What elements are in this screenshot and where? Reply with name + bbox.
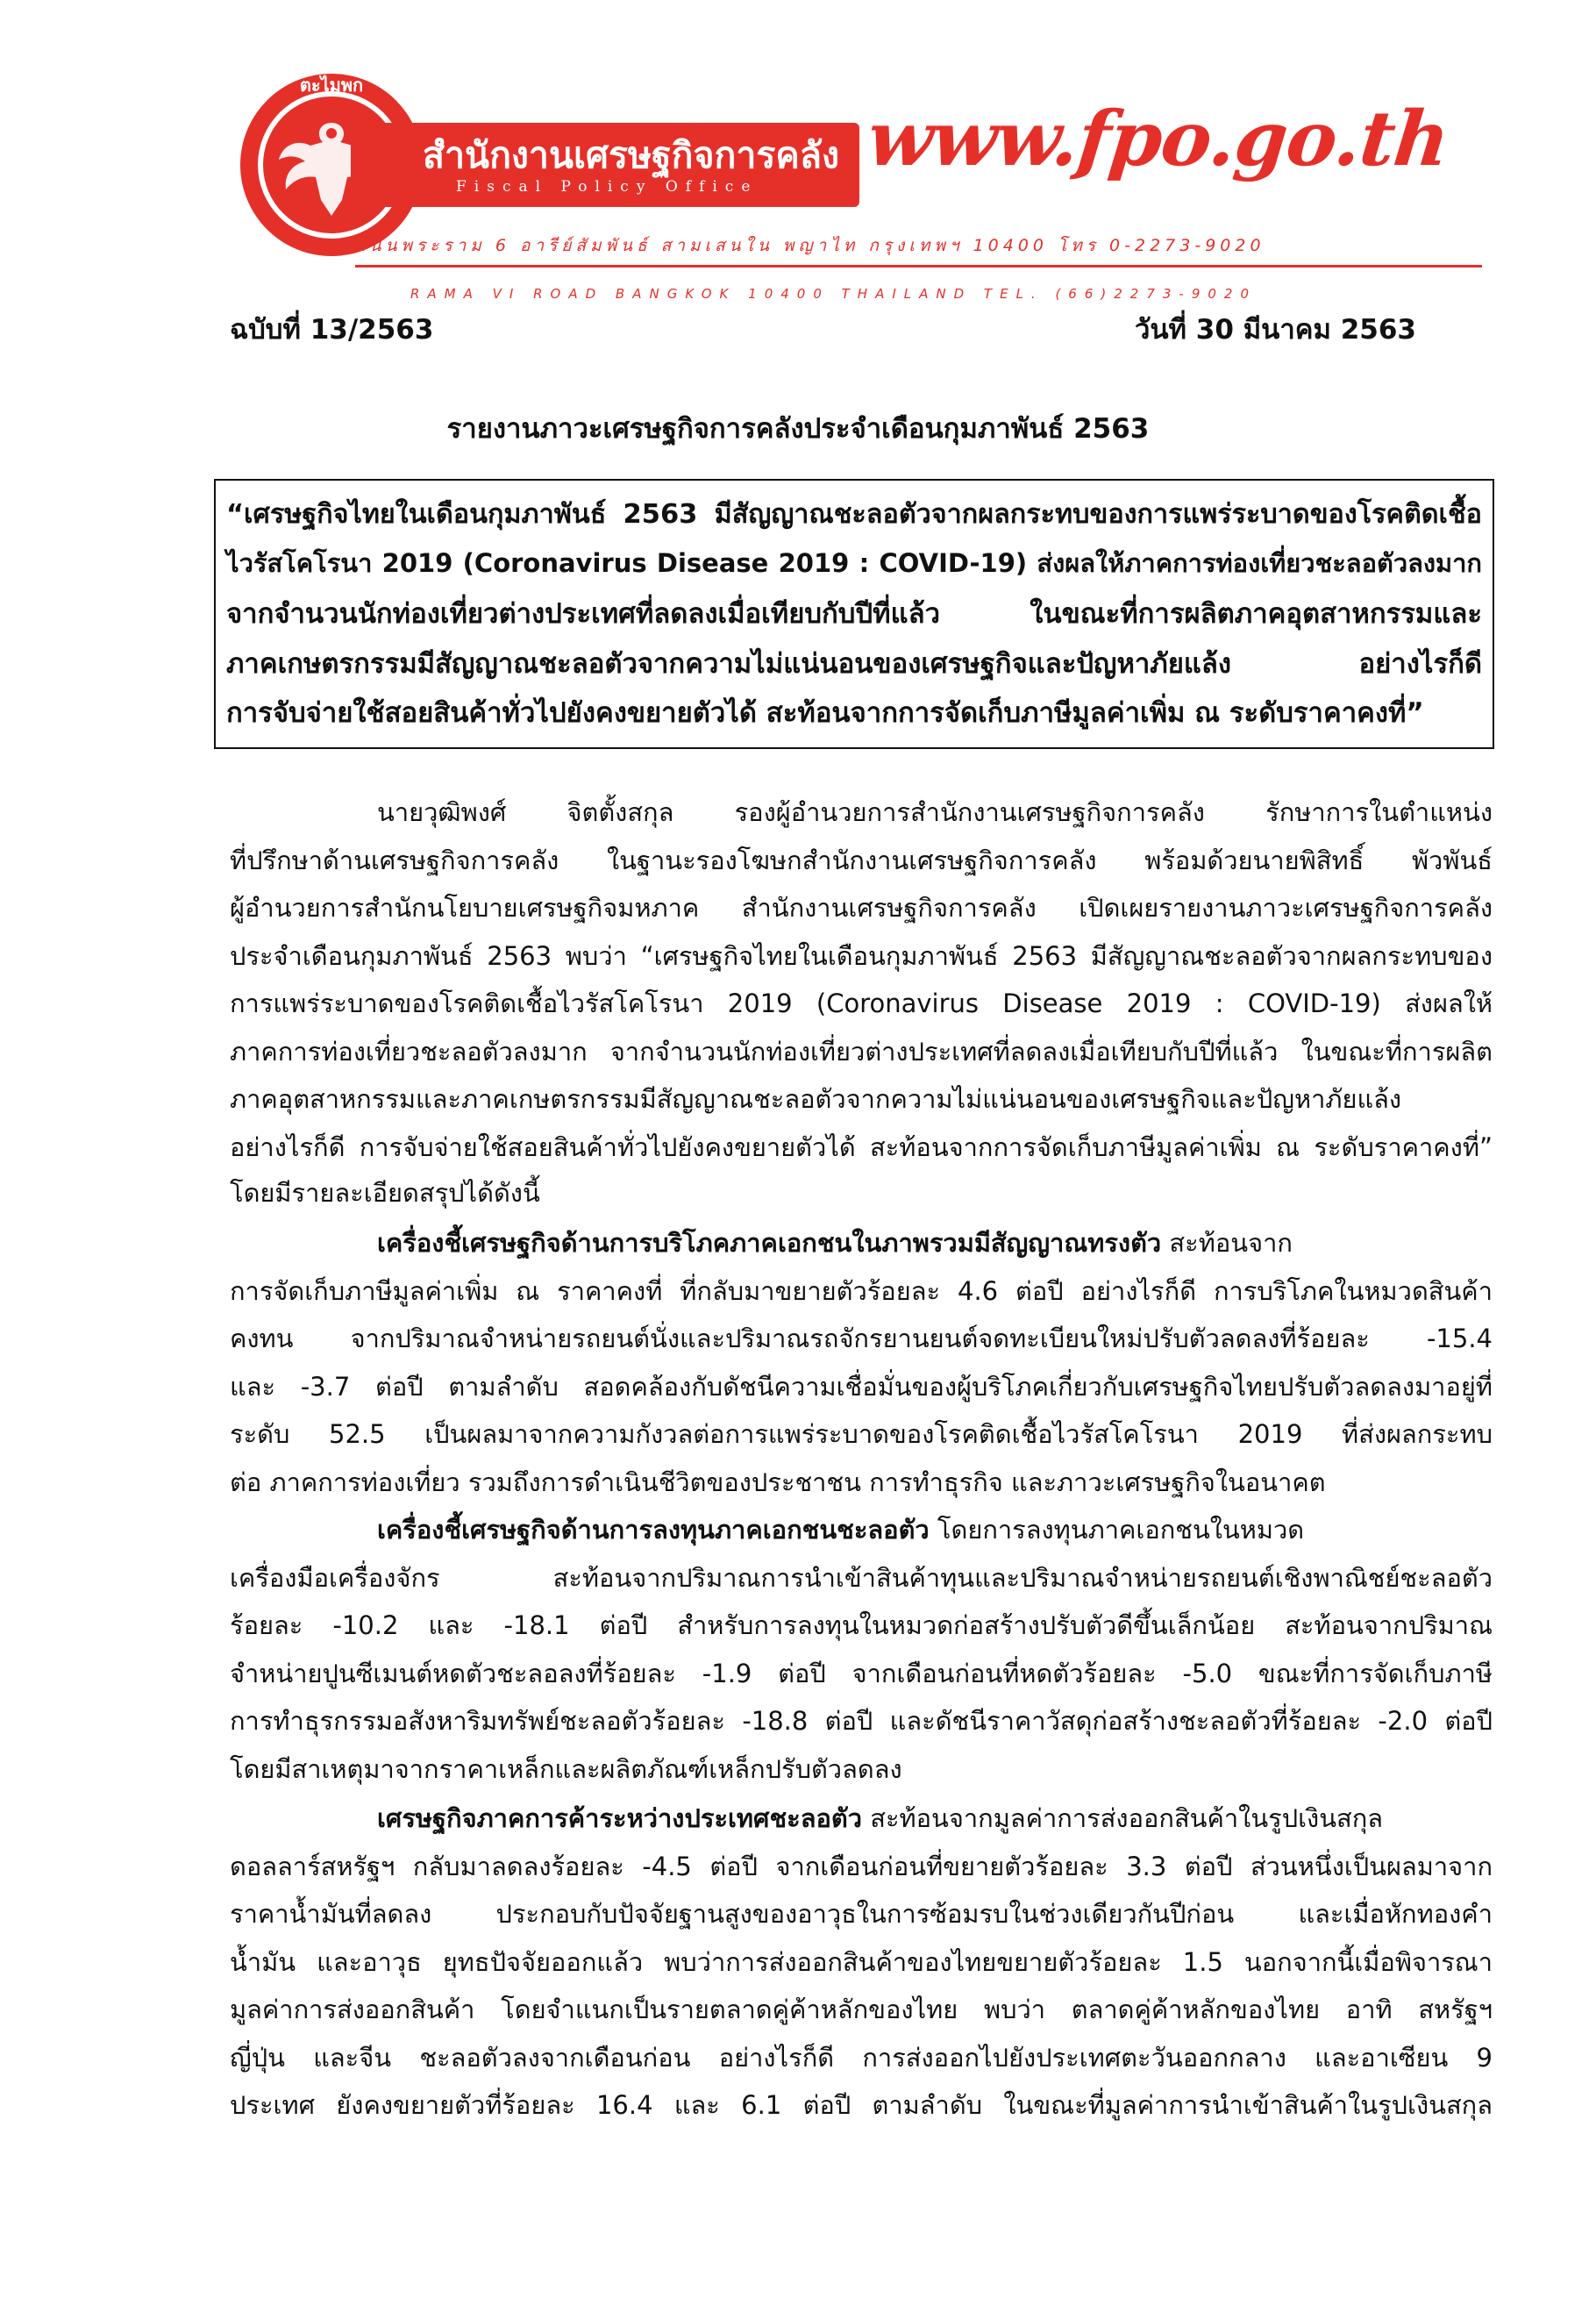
body-line: ประเทศ ยังคงขยายตัวที่ร้อยละ 16.4 และ 6.1 ต่อปี ตามลำดับ ในขณะที่มูลค่าการนำเข้าสินค้าในรูปเงินสกุล <box>230 2090 1493 2120</box>
body-line: ร้อยละ -10.2 และ -18.1 ต่อปี สำหรับการลงทุนในหมวดก่อสร้างปรับตัวดีขึ้นเล็กน้อย สะท้อนจากปริมาณ <box>230 1610 1493 1640</box>
trade-heading: เศรษฐกิจภาคการค้าระหว่างประเทศชะลอตัว <box>377 1803 863 1833</box>
report-title: รายงานภาวะเศรษฐกิจการคลังประจำเดือนกุมภาพันธ์ 2563 <box>446 413 1150 445</box>
body-line: ต่อ ภาคการท่องเที่ยว รวมถึงการดำเนินชีวิตของประชาชน การทำธุรกิจ และภาวะเศรษฐกิจในอนาคต <box>230 1467 1326 1497</box>
website-url: www.fpo.go.th <box>863 95 1453 183</box>
body-line: การทำธุรกรรมอสังหาริมทรัพย์ชะลอตัวร้อยละ -18.8 ต่อปี และดัชนีราคาวัสดุก่อสร้างชะลอตัวที่ร้อยละ -2.0 ต่อปี <box>230 1706 1493 1736</box>
body-line: คงทน จากปริมาณจำหน่ายรถยนต์นั่งและปริมาณรถจักรยานยนต์จดทะเบียนใหม่ปรับตัวลดลงที่ร้อยละ -15.4 <box>230 1324 1493 1353</box>
body-line: ระดับ 52.5 เป็นผลมาจากความกังวลต่อการแพร่ระบาดของโรคติดเชื้อไวรัสโคโรนา 2019 ที่ส่งผลกระทบ <box>230 1419 1493 1449</box>
body-line: อย่างไรก็ดี การจับจ่ายใช้สอยสินค้าทั่วไปยังคงขยายตัวได้ สะท้อนจากการจัดเก็บภาษีมูลค่าเพิ่ม ณ ระดับราคาคงที่” <box>230 1132 1493 1162</box>
body-line: ภาคการท่องเที่ยวชะลอตัวลงมาก จากจำนวนนักท่องเที่ยวต่างประเทศที่ลดลงเมื่อเทียบกับปีที่แล้ว ในขณะที่การผลิต <box>230 1037 1493 1067</box>
body-line: น้ำมัน และอาวุธ ยุทธปัจจัยออกแล้ว พบว่าการส่งออกสินค้าของไทยขยายตัวร้อยละ 1.5 นอกจากนี้เมื่อพิจารณา <box>230 1947 1493 1977</box>
address-th: ถนนพระราม 6 อารีย์สัมพันธ์ สามเสนใน พญาไท กรุงเทพฯ 10400 โทร 0-2273-9020 <box>355 236 1265 255</box>
summary-line: ไวรัสโคโรนา 2019 (Coronavirus Disease 2019 : COVID-19) ส่งผลให้ภาคการท่องเที่ยวชะลอตัวลงมาก <box>226 548 1482 578</box>
consumption-heading: เครื่องชี้เศรษฐกิจด้านการบริโภคภาคเอกชนในภาพรวมมีสัญญาณทรงตัว <box>377 1228 1162 1258</box>
consumption-first-line <box>377 1228 1493 1258</box>
issue-date: วันที่ 30 มีนาคม 2563 <box>1134 314 1416 346</box>
summary-line: จากจำนวนนักท่องเที่ยวต่างประเทศที่ลดลงเมื่อเทียบกับปีที่แล้ว ในขณะที่การผลิตภาคอุตสาหกรรมและ <box>226 598 1482 630</box>
body-line: ราคาน้ำมันที่ลดลง ประกอบกับปัจจัยฐานสูงของอาวุธในการซ้อมรบในช่วงเดียวกันปีก่อน และเมื่อหักทองคำ <box>230 1899 1493 1929</box>
body-line: การจัดเก็บภาษีมูลค่าเพิ่ม ณ ราคาคงที่ ที่กลับมาขยายตัวร้อยละ 4.6 ต่อปี อย่างไรก็ดี การบริโภคในหมวดสินค้า <box>230 1276 1493 1306</box>
body-line: นายวุฒิพงศ์ จิตตั้งสกุล รองผู้อำนวยการสำนักงานเศรษฐกิจการคลัง รักษาการในตำแหน่ง <box>377 797 1493 827</box>
body-line: ประจำเดือนกุมภาพันธ์ 2563 พบว่า “เศรษฐกิจไทยในเดือนกุมภาพันธ์ 2563 มีสัญญาณชะลอตัวจากผลกระทบของ <box>230 941 1493 971</box>
body-line: โดยมีรายละเอียดสรุปได้ดังนี้ <box>230 1178 540 1208</box>
letterhead-divider <box>355 265 1482 268</box>
issue-number: ฉบับที่ 13/2563 <box>230 314 434 346</box>
logo-ring-text: ตะไมพก <box>299 75 364 96</box>
trade-first-line <box>377 1803 1493 1833</box>
body-line: จำหน่ายปูนซีเมนต์หดตัวชะลอลงที่ร้อยละ -1.9 ต่อปี จากเดือนก่อนที่หดตัวร้อยละ -5.0 ขณะที่การจัดเก็บภาษี <box>230 1659 1493 1688</box>
investment-heading: เครื่องชี้เศรษฐกิจด้านการลงทุนภาคเอกชนชะลอตัว <box>377 1515 930 1545</box>
body-line: มูลค่าการส่งออกสินค้า โดยจำแนกเป็นรายตลาดคู่ค้าหลักของไทย พบว่า ตลาดคู่ค้าหลักของไทย อาทิ สหรัฐฯ <box>230 1995 1493 2024</box>
org-name-en: Fiscal Policy Office <box>456 178 759 196</box>
body-line: ญี่ปุ่น และจีน ชะลอตัวลงจากเดือนก่อน อย่างไรก็ดี การส่งออกไปยังประเทศตะวันออกกลาง และอาเซียน 9 <box>230 2043 1493 2073</box>
body-line: ที่ปรึกษาด้านเศรษฐกิจการคลัง ในฐานะรองโฆษกสำนักงานเศรษฐกิจการคลัง พร้อมด้วยนายพิสิทธิ์ พัวพันธ์ <box>230 846 1493 875</box>
body-line: และ -3.7 ต่อปี ตามลำดับ สอดคล้องกับดัชนีความเชื่อมั่นของผู้บริโภคเกี่ยวกับเศรษฐกิจไทยปรับตัวลดลงมาอยู่ที่ <box>230 1372 1493 1402</box>
body-line: ผู้อำนวยการสำนักนโยบายเศรษฐกิจมหภาค สำนักงานเศรษฐกิจการคลัง เปิดเผยรายงานภาวะเศรษฐกิจการคลัง <box>230 893 1493 923</box>
summary-line: การจับจ่ายใช้สอยสินค้าทั่วไปยังคงขยายตัวได้ สะท้อนจากการจัดเก็บภาษีมูลค่าเพิ่ม ณ ระดับราคาคงที่” <box>226 697 1424 729</box>
investment-first-line <box>377 1517 1493 1543</box>
body-line: ดอลลาร์สหรัฐฯ กลับมาลดลงร้อยละ -4.5 ต่อปี จากเดือนก่อนที่ขยายตัวร้อยละ 3.3 ต่อปี ส่วนหนึ่งเป็นผลมาจาก <box>230 1852 1493 1881</box>
summary-line: ภาคเกษตรกรรมมีสัญญาณชะลอตัวจากความไม่แน่นอนของเศรษฐกิจและปัญหาภัยแล้ง อย่างไรก็ดี <box>226 648 1482 680</box>
body-line: การแพร่ระบาดของโรคติดเชื้อไวรัสโคโรนา 2019 (Coronavirus Disease 2019 : COVID-19) ส่งผลให้ <box>230 988 1493 1018</box>
consumption-lead: สะท้อนจาก <box>1161 1228 1293 1258</box>
trade-lead: สะท้อนจากมูลค่าการส่งออกสินค้าในรูปเงินสกุล <box>862 1803 1384 1833</box>
body-line: เครื่องมือเครื่องจักร สะท้อนจากปริมาณการนำเข้าสินค้าทุนและปริมาณจำหน่ายรถยนต์เชิงพาณิชย์ชะลอตัว <box>230 1563 1493 1593</box>
investment-lead: โดยการลงทุนภาคเอกชนในหมวด <box>929 1515 1305 1545</box>
address-en: RAMA VI ROAD BANGKOK 10400 THAILAND TEL. (66)2273-9020 <box>410 286 1258 302</box>
body-line: ภาคอุตสาหกรรมและภาคเกษตรกรรมมีสัญญาณชะลอตัวจากความไม่แน่นอนของเศรษฐกิจและปัญหาภัยแล้ง <box>230 1084 1402 1114</box>
body-line: โดยมีสาเหตุมาจากราคาเหล็กและผลิตภัณฑ์เหล็กปรับตัวลดลง <box>230 1754 902 1784</box>
org-name-th: สำนักงานเศรษฐกิจการคลัง <box>423 134 839 176</box>
summary-line: “เศรษฐกิจไทยในเดือนกุมภาพันธ์ 2563 มีสัญญาณชะลอตัวจากผลกระทบของการแพร่ระบาดของโรคติดเชื้อ <box>226 499 1482 530</box>
